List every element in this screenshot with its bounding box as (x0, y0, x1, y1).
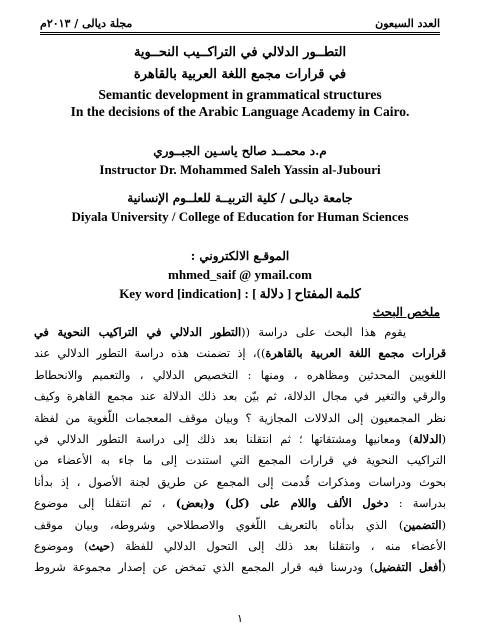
abstract-line (34, 472, 446, 493)
abstract-emphasis: دخول الألف واللام على (كل) و(بعض) (175, 496, 389, 511)
arabic-author-name: م.د محمــد صالح ياسـين الجبــوري (153, 144, 327, 158)
keyword-english: Key word [indication] (119, 286, 242, 301)
abstract-line (34, 429, 446, 450)
abstract-text: ) ومعانيها ومشتقاتها ؛ ثم انتقلنا بعد ذلك إلى دراسة التطور الدلالي في (34, 433, 414, 447)
abstract-line (34, 557, 446, 578)
abstract-text: بدراسة : (388, 497, 446, 511)
abstract-emphasis: التضمين (403, 517, 442, 532)
page-number: ١ (237, 612, 243, 625)
abstract-text: الأعضاء منه ، وانتقلنا بعد ذلك إلى التحول الدلالي للفظة ( (110, 540, 446, 554)
abstract-line (34, 408, 446, 429)
abstract-emphasis: قرارات مجمع اللغة العربية بالقاهرة (265, 346, 446, 361)
abstract-line (34, 343, 446, 364)
abstract-text: التراكيب النحوية في قرارات المجمع التي استندت إلى ما جاء به الأعضاء من (34, 454, 446, 468)
abstract-text: والرقي والتغير في مجال الدلالة، ثم بيّن بعد ذلك الدلالة عند مجمع القاهرة وكيف (34, 390, 446, 404)
abstract-line (34, 365, 446, 386)
english-affiliation: Diyala University / College of Education for Human Sciences (71, 209, 409, 224)
arabic-title-line-1: التطــور الدلالي في التراكــيب النحــوية (133, 45, 347, 60)
english-title-line-1: Semantic development in grammatical structures (98, 87, 382, 102)
contact-block (40, 247, 440, 303)
author-block (40, 142, 440, 226)
abstract-text: ))، إذ تضمنت هذه دراسة التطور الدلالي عند (34, 347, 266, 361)
english-title-line-2: In the decisions of the Arabic Language Academy in Cairo. (70, 104, 410, 119)
abstract-line (34, 450, 446, 471)
abstract-text: ) وموضوع (34, 540, 89, 554)
abstract-text: ) الذي بدأناه بالتعريف اللّغوي والاصطلاحي وشروطه، وبيان موقف (34, 518, 404, 532)
keyword-arabic: : كلمة المفتاح [ دلالة ] (244, 286, 361, 301)
abstract-text: اللغويين المحدثين ومظاهره ، ومنها : التخصيص الدلالي ، والتعميم والانحطاط (34, 368, 446, 382)
abstract-heading: ملخص البحث (372, 305, 440, 319)
abstract-line (34, 322, 446, 343)
abstract-text: ، ثم انتقلنا إلى موضوع (34, 497, 176, 511)
abstract-emphasis: الدلالة (413, 432, 442, 447)
abstract-text: ) ودرسنا فيه قرار المجمع الذي تمخض عن إصدار مجموعة شروط (34, 561, 375, 575)
abstract-text: ( (441, 518, 446, 532)
arabic-affiliation: جامعة ديالـى / كلية التربيــة للعلــوم الإنسانية (127, 191, 353, 205)
title-block (40, 42, 440, 120)
english-author-name: Instructor Dr. Mohammed Saleh Yassin al-Jubouri (99, 162, 381, 177)
abstract-emphasis: حيث (88, 539, 111, 554)
abstract-text: ( (441, 561, 446, 575)
journal-label: مجلة ديالى / ٢٠١٣م (40, 17, 133, 30)
issue-label: العدد السبعون (375, 17, 440, 30)
abstract-body (34, 322, 446, 579)
arabic-title-line-2: في قرارات مجمع اللغة العربية بالقاهرة (133, 67, 347, 82)
abstract-emphasis: أفعل التفضيل (374, 560, 442, 575)
email-address: mhmed_saif @ ymail.com (168, 267, 312, 282)
abstract-line (34, 493, 446, 514)
abstract-line (34, 386, 446, 407)
abstract-text: يقوم هذا البحث على دراسة (( (241, 326, 406, 339)
abstract-text: نظر المجمعيون إلى الدلالات المجازية ؟ وبيان موقف المعجمات اللّغوية من لفظة (34, 411, 446, 425)
abstract-text: ( (441, 433, 446, 447)
abstract-emphasis: التطور الدلالي في التراكيب النحوية في (34, 325, 242, 339)
abstract-text: بحوث ودراسات ومذكرات قُدمت إلى المجمع عن طريق لجنة الأصول ، إذ بدأنا (34, 475, 446, 489)
running-header (40, 10, 440, 35)
email-label: الموقـع الالكتروني : (190, 249, 290, 263)
abstract-line (34, 536, 446, 557)
abstract-line (34, 515, 446, 536)
keyword-line (40, 284, 440, 303)
